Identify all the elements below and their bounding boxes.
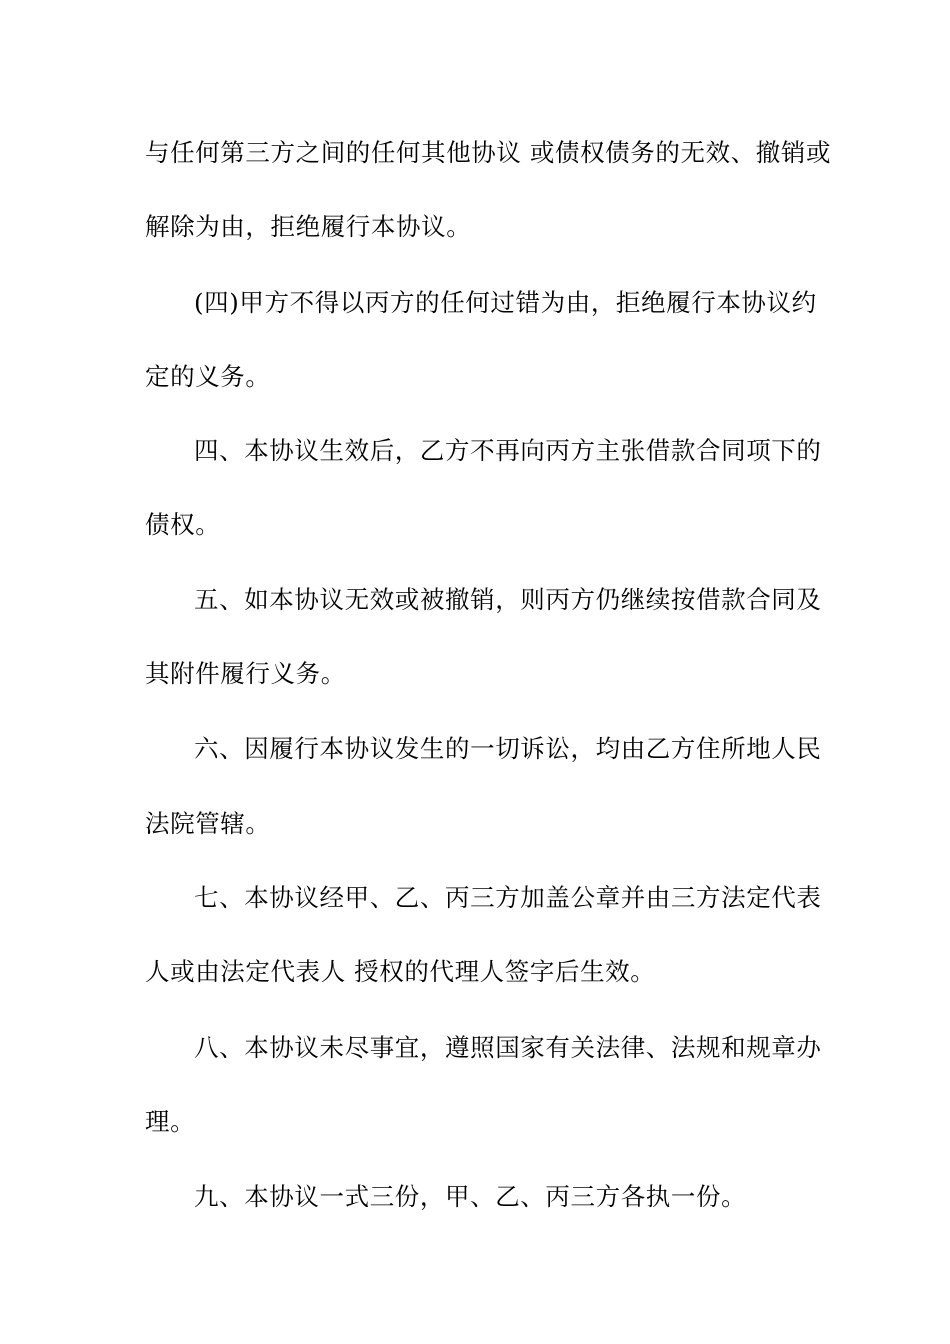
text-line-4: 定的义务。 (145, 362, 271, 391)
text-line-6: 债权。 (145, 510, 221, 539)
text-line-2: 解除为由，拒绝履行本协议。 (145, 212, 472, 241)
text-line-1: 与任何第三方之间的任何其他协议 或债权债务的无效、撤销或 (145, 138, 832, 167)
text-line-15: 九、本协议一式三份，甲、乙、丙三方各执一份。 (194, 1182, 747, 1211)
text-line-12: 人或由法定代表人 授权的代理人签字后生效。 (145, 957, 656, 986)
text-line-9: 六、因履行本协议发生的一切诉讼，均由乙方住所地人民 (194, 734, 822, 763)
text-line-14: 理。 (145, 1107, 196, 1136)
text-line-10: 法院管辖。 (145, 809, 271, 838)
text-line-3: (四)甲方不得以丙方的任何过错为由，拒绝履行本协议约 (194, 288, 817, 317)
text-line-11: 七、本协议经甲、乙、丙三方加盖公章并由三方法定代表 (194, 883, 822, 912)
text-line-5: 四、本协议生效后，乙方不再向丙方主张借款合同项下的 (194, 436, 822, 465)
text-line-7: 五、如本协议无效或被撤销，则丙方仍继续按借款合同及 (194, 585, 822, 614)
text-line-13: 八、本协议未尽事宜，遵照国家有关法律、法规和规章办 (194, 1033, 822, 1062)
text-line-8: 其附件履行义务。 (145, 659, 346, 688)
